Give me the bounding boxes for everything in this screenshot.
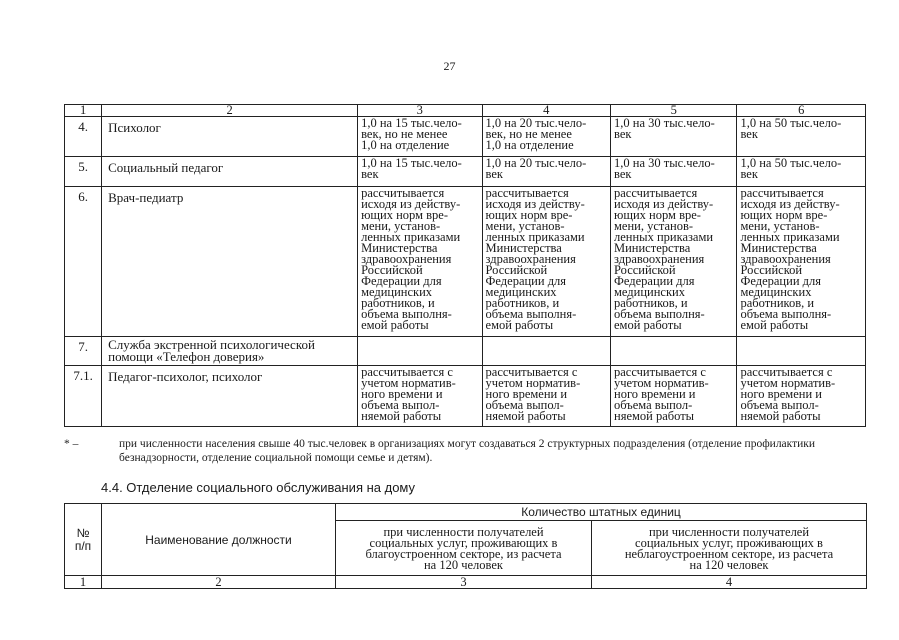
norm-cell: рассчитывается с учетом норматив- ного времени и объема выпол- няемой работы	[358, 366, 482, 427]
table-row	[65, 366, 866, 427]
column-number: 1	[65, 105, 102, 117]
row-number: 4.	[65, 117, 102, 157]
row-number: 7.1.	[65, 366, 102, 427]
position-name: Социальный педагог	[102, 157, 358, 187]
row-number: 5.	[65, 157, 102, 187]
norm-cell	[737, 337, 866, 366]
position-name: Служба экстренной психологической помощи «Телефон доверия»	[102, 337, 358, 366]
column-number: 6	[737, 105, 866, 117]
position-name: Педагог-психолог, психолог	[102, 366, 358, 427]
norm-cell: 1,0 на 20 тыс.чело- век	[482, 157, 610, 187]
norm-cell: рассчитывается исходя из действу- ющих норм вре- мени, установ- ленных приказами Министерства здравоохранения Российской Федерации для медицинских работников, и объема выполня- емой работы	[611, 187, 737, 337]
column-number: 4	[482, 105, 610, 117]
norm-cell: 1,0 на 30 тыс.чело- век	[611, 157, 737, 187]
norm-cell: рассчитывается с учетом норматив- ного времени и объема выпол- няемой работы	[737, 366, 866, 427]
norm-cell: 1,0 на 50 тыс.чело- век	[737, 157, 866, 187]
norm-cell: рассчитывается исходя из действу- ющих норм вре- мени, установ- ленных приказами Министерства здравоохранения Российской Федерации для медицинских работников, и объема выполня- емой работы	[737, 187, 866, 337]
unimproved-sector-header: при численности получателей социальных услуг, проживающих в неблагоустроенном секторе, из расчета на 120 человек	[592, 521, 867, 576]
table-row	[65, 157, 866, 187]
norm-cell	[482, 337, 610, 366]
table-row	[65, 187, 866, 337]
home-service-table	[64, 503, 867, 589]
table-row	[65, 337, 866, 366]
footnote	[64, 437, 864, 465]
column-number: 4	[592, 576, 867, 589]
table-header-row	[65, 105, 866, 117]
column-number: 5	[611, 105, 737, 117]
improved-sector-header: при численности получателей социальных услуг, проживающих в благоустроенном секторе, из расчета на 120 человек	[336, 521, 592, 576]
table-row	[65, 117, 866, 157]
table-header-row	[65, 504, 867, 521]
column-number: 3	[358, 105, 482, 117]
norm-cell: 1,0 на 15 тыс.чело- век	[358, 157, 482, 187]
norm-cell: 1,0 на 20 тыс.чело- век, но не менее 1,0 на отделение	[482, 117, 610, 157]
footnote-mark: * –	[64, 438, 79, 450]
section-title: 4.4. Отделение социального обслуживания на дому	[101, 480, 416, 495]
position-name-header: Наименование должности	[102, 504, 336, 576]
number-header: № п/п	[65, 504, 102, 576]
norm-cell: рассчитывается исходя из действу- ющих норм вре- мени, установ- ленных приказами Министерства здравоохранения Российской Федерации для медицинских работников, и объема выполня- емой работы	[482, 187, 610, 337]
norm-cell	[611, 337, 737, 366]
page-number: 27	[443, 59, 456, 73]
norm-cell: 1,0 на 30 тыс.чело- век	[611, 117, 737, 157]
staff-norms-table	[64, 104, 866, 427]
norm-cell	[358, 337, 482, 366]
position-name: Психолог	[102, 117, 358, 157]
column-number: 1	[65, 576, 102, 589]
position-name: Врач-педиатр	[102, 187, 358, 337]
staff-count-header: Количество штатных единиц	[336, 504, 867, 521]
row-number: 6.	[65, 187, 102, 337]
column-number: 3	[336, 576, 592, 589]
norm-cell: рассчитывается исходя из действу- ющих норм вре- мени, установ- ленных приказами Министерства здравоохранения Российской Федерации для медицинских работников, и объема выполня- емой работы	[358, 187, 482, 337]
norm-cell: рассчитывается с учетом норматив- ного времени и объема выпол- няемой работы	[482, 366, 610, 427]
footnote-text: при численности населения свыше 40 тыс.человек в организациях могут создаваться 2 структурных подразделения (отделение профилактики безнадзорности, отделение социальной помощи семье и детям).	[119, 438, 816, 464]
column-number: 2	[102, 576, 336, 589]
table-index-row	[65, 576, 867, 589]
row-number: 7.	[65, 337, 102, 366]
column-number: 2	[102, 105, 358, 117]
norm-cell: 1,0 на 50 тыс.чело- век	[737, 117, 866, 157]
norm-cell: рассчитывается с учетом норматив- ного времени и объема выпол- няемой работы	[611, 366, 737, 427]
norm-cell: 1,0 на 15 тыс.чело- век, но не менее 1,0 на отделение	[358, 117, 482, 157]
